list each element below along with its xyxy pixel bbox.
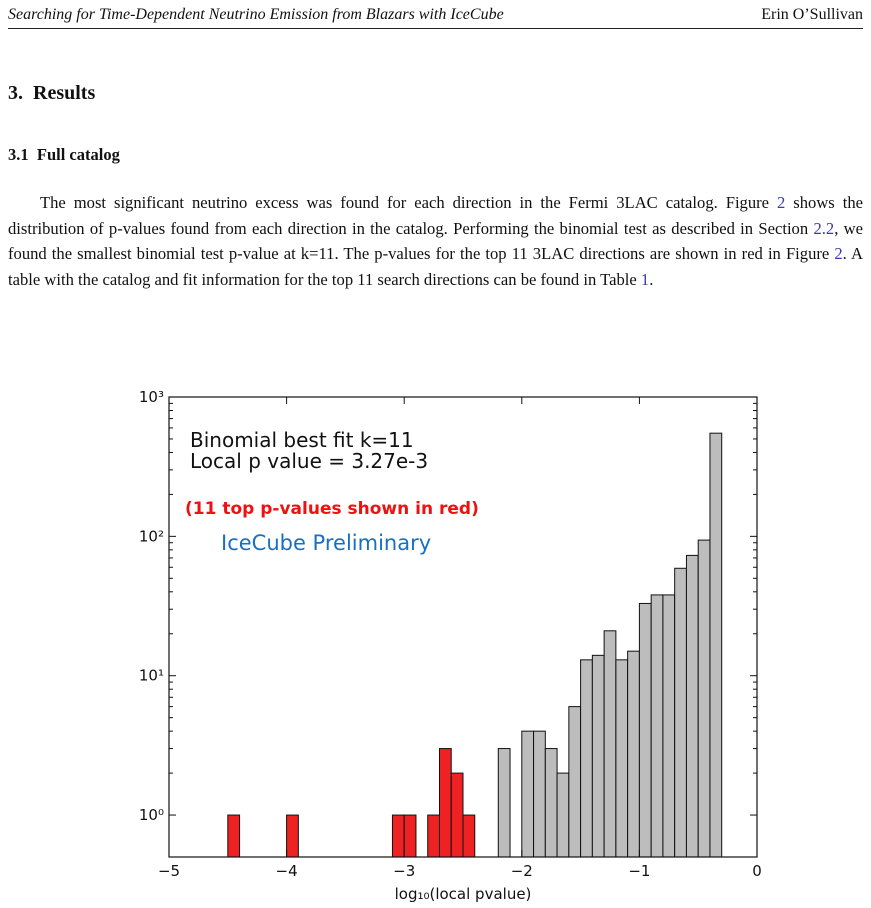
paragraph-text: , we found the smallest binomial test p-value at k=11. The p-values for the top 11 3LAC directions are shown in red in Figure bbox=[8, 218, 863, 263]
subsection-heading bbox=[8, 145, 120, 165]
histogram-bar-gray bbox=[534, 731, 546, 857]
histogram-bar-gray bbox=[675, 568, 687, 857]
histogram-bar-gray bbox=[698, 540, 710, 857]
histogram-bar-gray bbox=[686, 555, 698, 857]
histogram-bar-red bbox=[228, 815, 240, 857]
histogram-bar-gray bbox=[581, 660, 593, 857]
histogram-bar-gray bbox=[628, 651, 640, 857]
running-header bbox=[8, 6, 863, 29]
y-tick-label: 10⁰ bbox=[138, 806, 164, 825]
results-paragraph bbox=[8, 190, 863, 292]
histogram-bar-gray bbox=[639, 603, 651, 857]
paragraph-text: . bbox=[649, 269, 654, 289]
histogram-bar-gray bbox=[663, 595, 675, 857]
x-tick-label: −5 bbox=[157, 862, 181, 880]
section-heading bbox=[8, 82, 95, 105]
histogram-bar-gray bbox=[651, 595, 663, 857]
histogram-bar-red bbox=[392, 815, 404, 857]
pvalue-histogram-figure bbox=[120, 380, 790, 905]
subsection-title: Full catalog bbox=[36, 145, 120, 164]
histogram-bar-gray bbox=[710, 433, 722, 857]
section-title: Results bbox=[33, 82, 96, 104]
table-ref-link[interactable]: 1 bbox=[640, 269, 650, 289]
histogram-bar-gray bbox=[592, 655, 604, 857]
paragraph-text: shows the distribution of p-values found from each direction in the catalog. Performing the binomial test as described in Section bbox=[8, 193, 863, 238]
histogram-bar-gray bbox=[545, 749, 557, 857]
header-title: Searching for Time-Dependent Neutrino Emission from Blazars with IceCube bbox=[8, 6, 504, 23]
histogram-bar-gray bbox=[557, 773, 569, 857]
annotation-local-p-value: Local p value = 3.27e-3 bbox=[190, 449, 429, 473]
histogram-bar-gray bbox=[569, 707, 581, 857]
section-number: 3. bbox=[8, 82, 23, 104]
x-tick-label: −4 bbox=[275, 862, 298, 880]
histogram-bar-gray bbox=[522, 731, 534, 857]
y-tick-label: 10² bbox=[138, 527, 164, 546]
annotation-icecube-preliminary: IceCube Preliminary bbox=[221, 531, 432, 555]
x-tick-label: 0 bbox=[752, 862, 762, 880]
histogram-bar-gray bbox=[498, 749, 510, 857]
x-tick-label: −1 bbox=[628, 862, 651, 880]
x-axis-label: log₁₀(local pvalue) bbox=[394, 885, 532, 903]
paragraph-text: . A table with the catalog and fit information for the top 11 search directions can be found in Table bbox=[8, 244, 863, 289]
histogram-bar-gray bbox=[616, 660, 628, 857]
histogram-bar-red bbox=[463, 815, 475, 857]
y-tick-label: 10³ bbox=[138, 388, 164, 406]
histogram-bar-red bbox=[404, 815, 416, 857]
histogram-bar-red bbox=[451, 773, 463, 857]
figure-ref-link[interactable]: 2 bbox=[777, 193, 786, 212]
annotation-best-fit: Binomial best fit k=11 bbox=[190, 428, 414, 452]
histogram-bar-red bbox=[287, 815, 299, 857]
histogram-bar-red bbox=[428, 815, 440, 857]
histogram-bar-red bbox=[439, 749, 451, 857]
x-tick-label: −2 bbox=[510, 862, 533, 880]
section-ref-link[interactable]: 2.2 bbox=[813, 218, 835, 238]
paragraph-text: The most significant neutrino excess was found for each direction in the Fermi 3LAC catalog. Figure bbox=[40, 193, 778, 212]
annotation-red-note: (11 top p-values shown in red) bbox=[185, 499, 479, 519]
subsection-number: 3.1 bbox=[8, 145, 29, 164]
y-tick-label: 10¹ bbox=[138, 666, 164, 685]
header-author: Erin O’Sullivan bbox=[761, 6, 863, 23]
histogram-bar-gray bbox=[604, 631, 616, 857]
figure-ref-link[interactable]: 2 bbox=[834, 244, 843, 263]
x-tick-label: −3 bbox=[393, 862, 416, 880]
